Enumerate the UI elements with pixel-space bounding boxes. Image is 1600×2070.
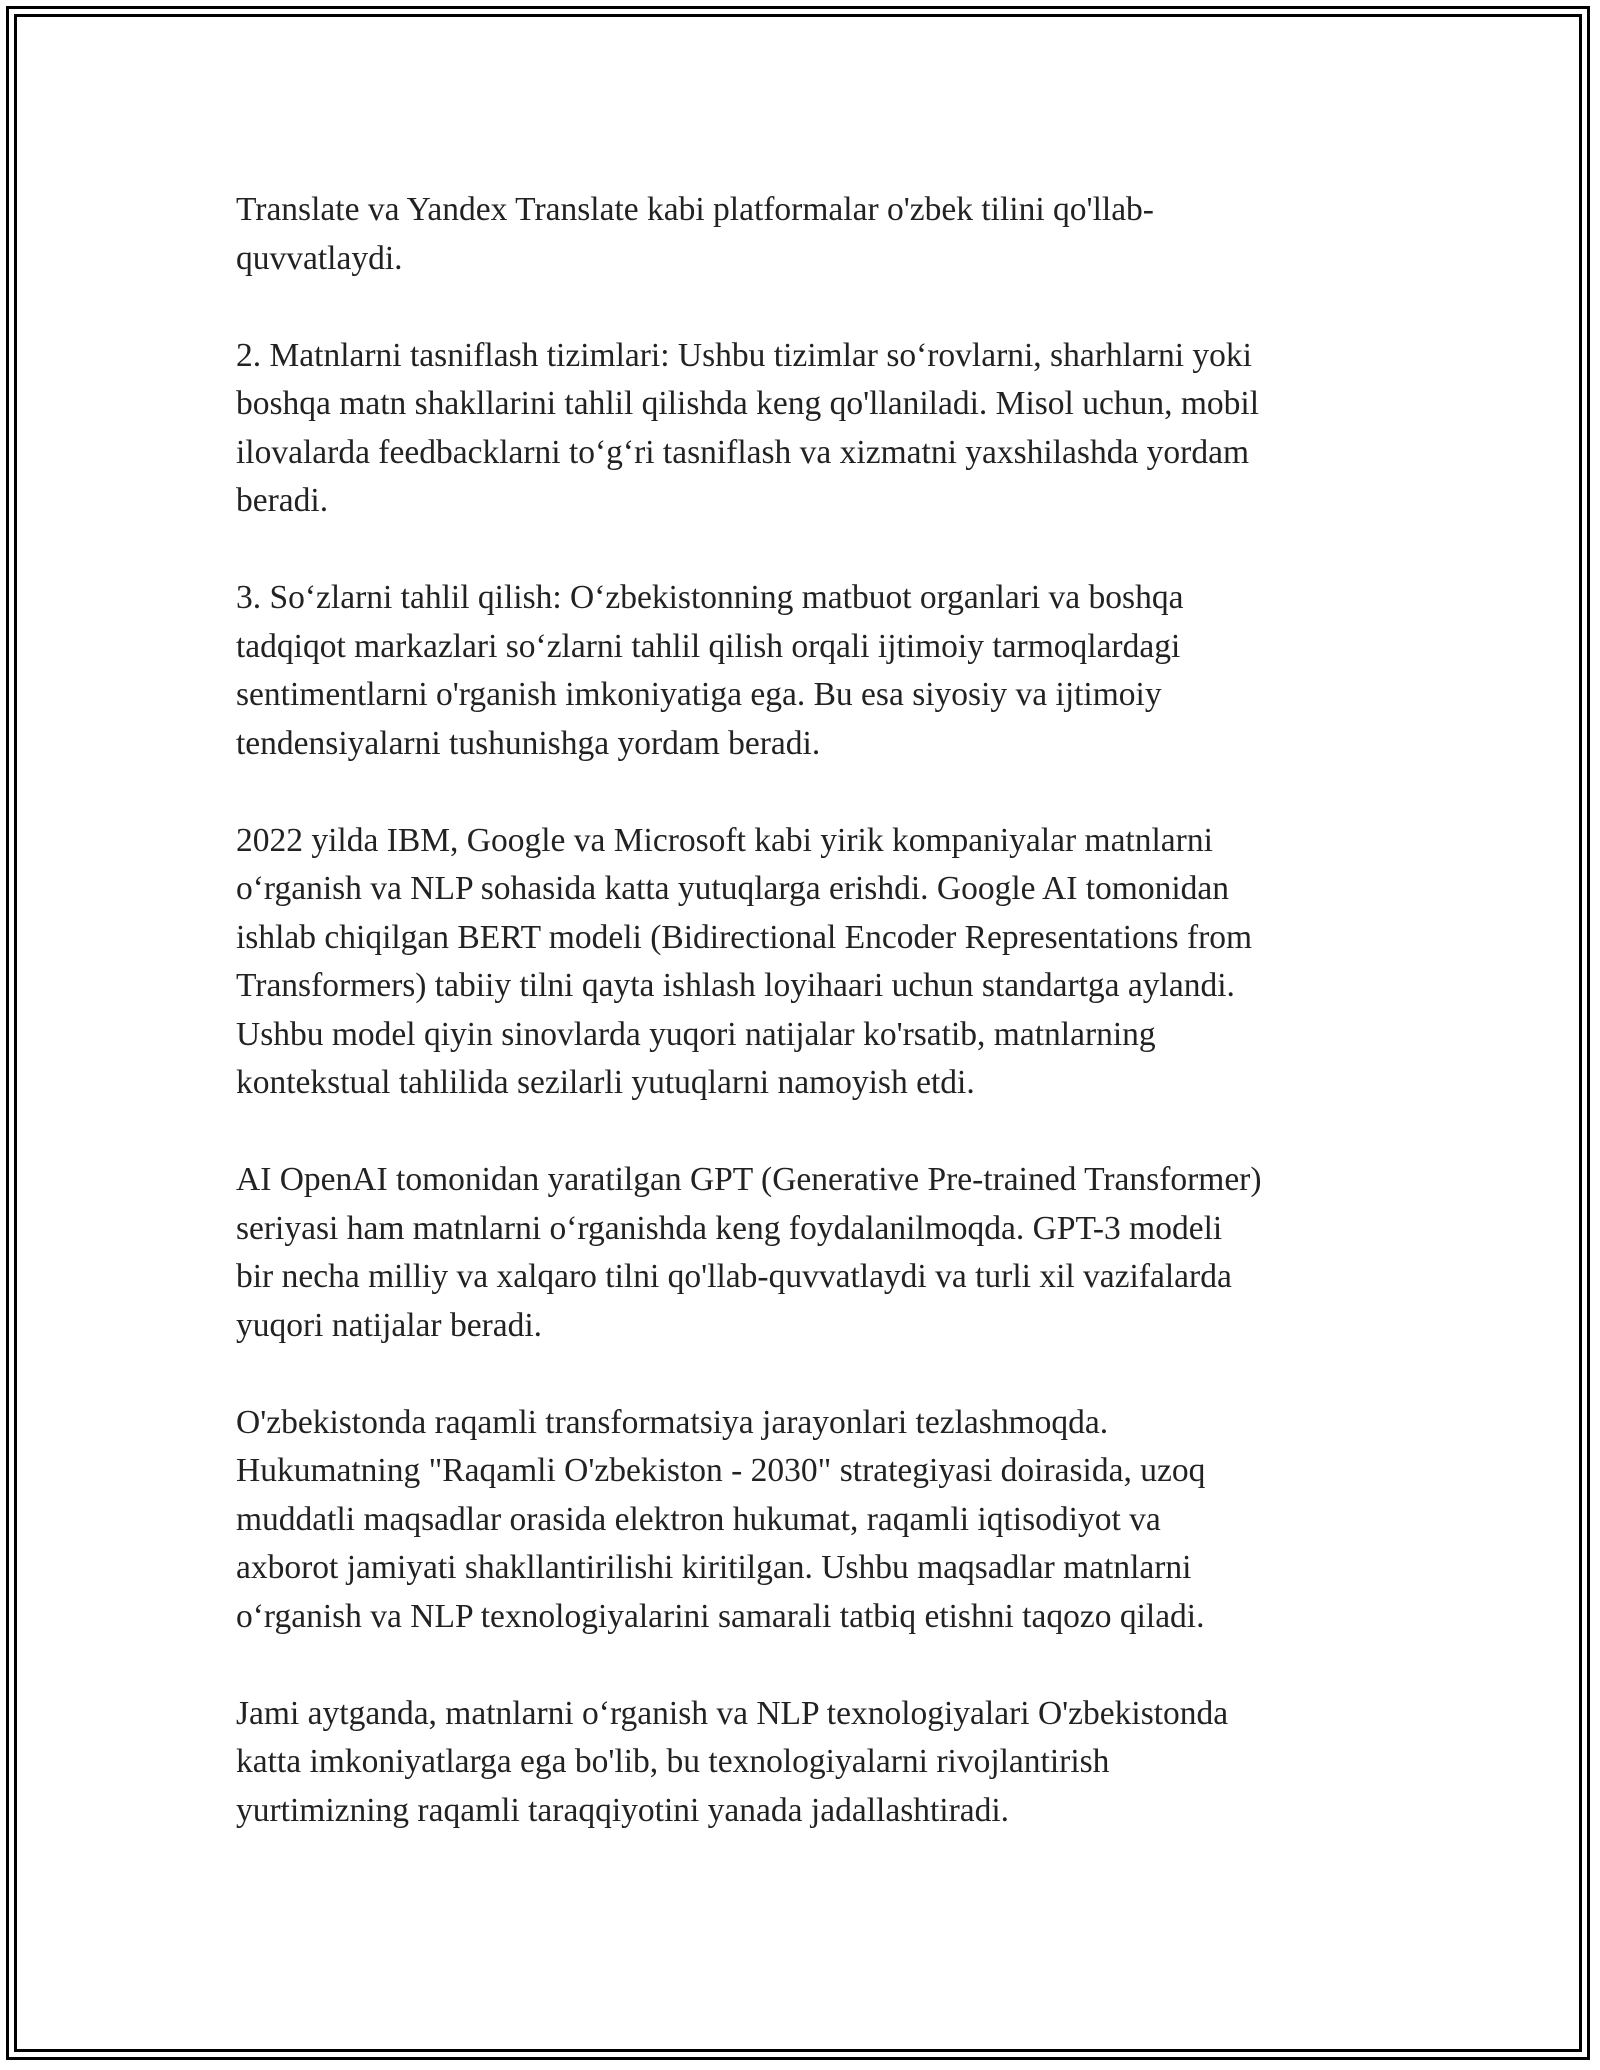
- document-body: [236, 186, 1376, 1835]
- paragraph-word-analysis: 3. So‘zlarni tahlil qilish: O‘zbekistonning matbuot organlari va boshqa tadqiqot markazlari so‘zlarni tahlil qilish orqali ijtimoiy tarmoqlardagi sentimentlarni o'rganish imkoniyatiga ega. Bu esa siyosiy va ijtimoiy tendensiyalarni tushunishga yordam beradi.: [236, 579, 1184, 762]
- paragraph-bert-2022: 2022 yilda IBM, Google va Microsoft kabi yirik kompaniyalar matnlarni o‘rganish va NLP sohasida katta yutuqlarga erishdi. Google AI tomonidan ishlab chiqilgan BERT modeli (Bidirectional Encoder Representations from Transformers) tabiiy tilni qayta ishlash loyihaari uchun standartga aylandi. Ushbu model qiyin sinovlarda yuqori natijalar ko'rsatib, matnlarning kontekstual tahlilida sezilarli yutuqlarni namoyish etdi.: [236, 821, 1253, 1101]
- paragraph-digital-uzbekistan: O'zbekistonda raqamli transformatsiya jarayonlari tezlashmoqda. Hukumatning "Raqamli O'zbekiston - 2030" strategiyasi doirasida, uzoq muddatli maqsadlar orasida elektron hukumat, raqamli iqtisodiyot va axborot jamiyati shakllantirilishi kiritilgan. Ushbu maqsadlar matnlarni o‘rganish va NLP texnologiyalarini samarali tatbiq etishni taqozo qiladi.: [236, 1403, 1206, 1635]
- paragraph-gpt-openai: AI OpenAI tomonidan yaratilgan GPT (Generative Pre-trained Transformer) seriyasi ham matnlarni o‘rganishda keng foydalanilmoqda. GPT-3 modeli bir necha milliy va xalqaro tilni qo'llab-quvvatlaydi va turli xil vazifalarda yuqori natijalar beradi.: [236, 1161, 1262, 1344]
- paragraph-text-classification: 2. Matnlarni tasniflash tizimlari: Ushbu tizimlar so‘rovlarni, sharhlarni yoki boshqa matn shakllarini tahlil qilishda keng qo'llaniladi. Misol uchun, mobil ilovalarda feedbacklarni to‘g‘ri tasniflash va xizmatni yaxshilashda yordam beradi.: [236, 336, 1260, 519]
- paragraph-conclusion: Jami aytganda, matnlarni o‘rganish va NLP texnologiyalari O'zbekistonda katta imkoniyatlarga ega bo'lib, bu texnologiyalarni rivojlantirish yurtimizning raqamli taraqqiyotini yanada jadallashtiradi.: [236, 1694, 1229, 1829]
- paragraph-translate-platforms: Translate va Yandex Translate kabi platformalar o'zbek tilini qo'llab- quvvatlaydi.: [236, 191, 1154, 277]
